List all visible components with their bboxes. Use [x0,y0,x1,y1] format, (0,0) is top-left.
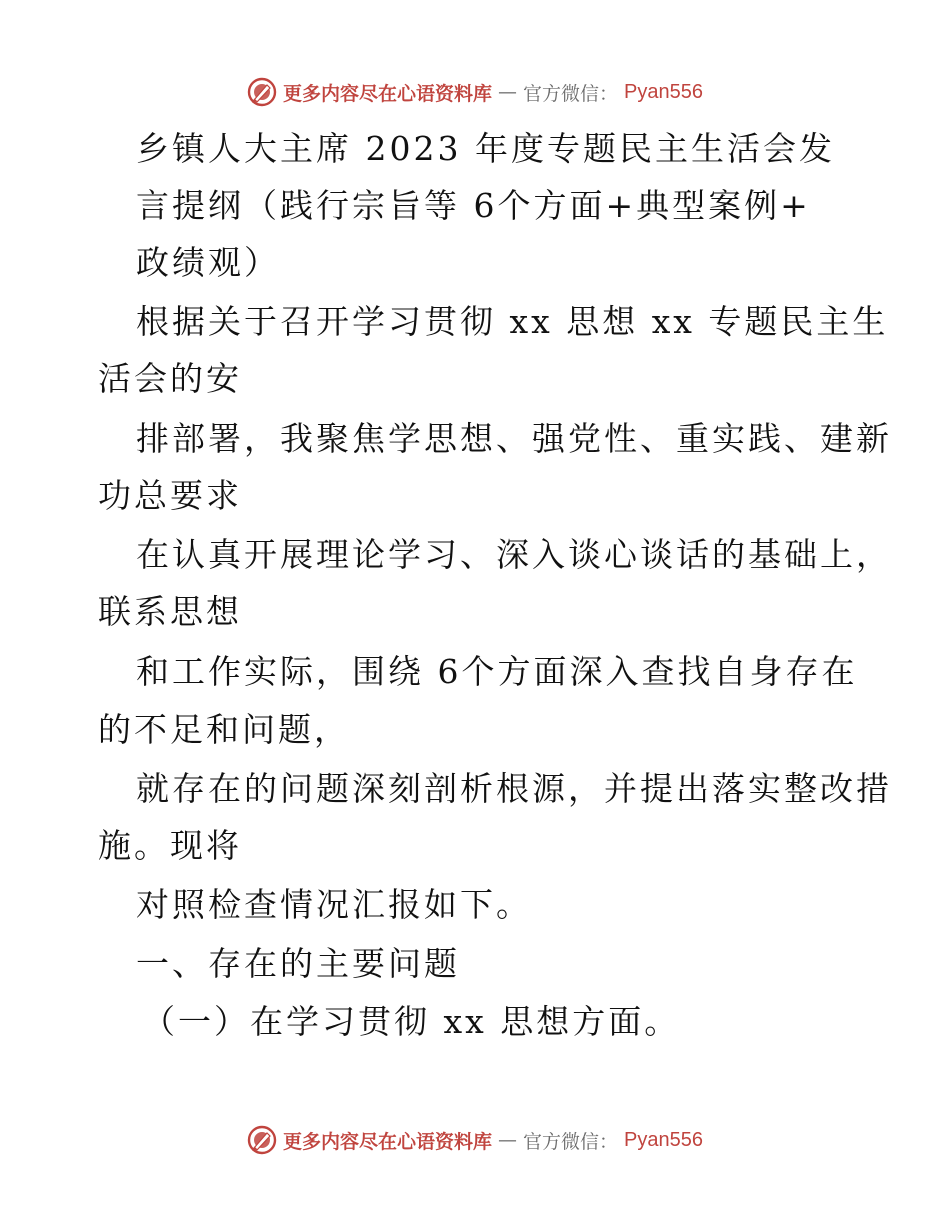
watermark-wechat-label: 官方微信： [523,1130,619,1153]
watermark-brand: 更多内容尽在心语资料库 [283,82,493,105]
subsection-heading: （一）在学习贯彻 xx 思想方面。 [142,1002,681,1041]
watermark-footer [0,1120,950,1160]
paragraph-line: 施。现将 [98,826,242,865]
section-heading: 一、存在的主要问题 [136,944,460,983]
watermark-wechat-id: Pyan556 [624,80,703,103]
document-title-line-2: 言提纲（践行宗旨等 6个方面+典型案例+ [136,186,811,225]
paragraph-line: 活会的安 [98,359,242,398]
document-title-line-1: 乡镇人大主席 2023 年度专题民主生活会发 [136,129,835,168]
paragraph-line: 功总要求 [98,476,242,515]
pen-circle-logo-icon [247,77,277,107]
watermark-wechat-label: 官方微信： [523,82,619,105]
watermark-separator: — [498,1129,518,1151]
paragraph-line: 就存在的问题深刻剖析根源，并提出落实整改措 [136,769,892,808]
watermark-wechat-id: Pyan556 [624,1128,703,1151]
watermark-brand: 更多内容尽在心语资料库 [283,1130,493,1153]
watermark-header [0,72,950,112]
paragraph-line: 排部署，我聚焦学思想、强党性、重实践、建新 [136,419,892,458]
document-title-line-3: 政绩观） [136,243,280,282]
paragraph-line: 的不足和问题， [98,710,350,749]
watermark-separator: — [498,81,518,103]
paragraph-line: 根据关于召开学习贯彻 xx 思想 xx 专题民主生 [136,302,889,341]
paragraph-line: 在认真开展理论学习、深入谈心谈话的基础上， [136,535,892,574]
pen-circle-logo-icon [247,1125,277,1155]
paragraph-line: 联系思想 [98,592,242,631]
paragraph-line: 对照检查情况汇报如下。 [136,885,532,924]
paragraph-line: 和工作实际，围绕 6个方面深入查找自身存在 [136,652,858,691]
